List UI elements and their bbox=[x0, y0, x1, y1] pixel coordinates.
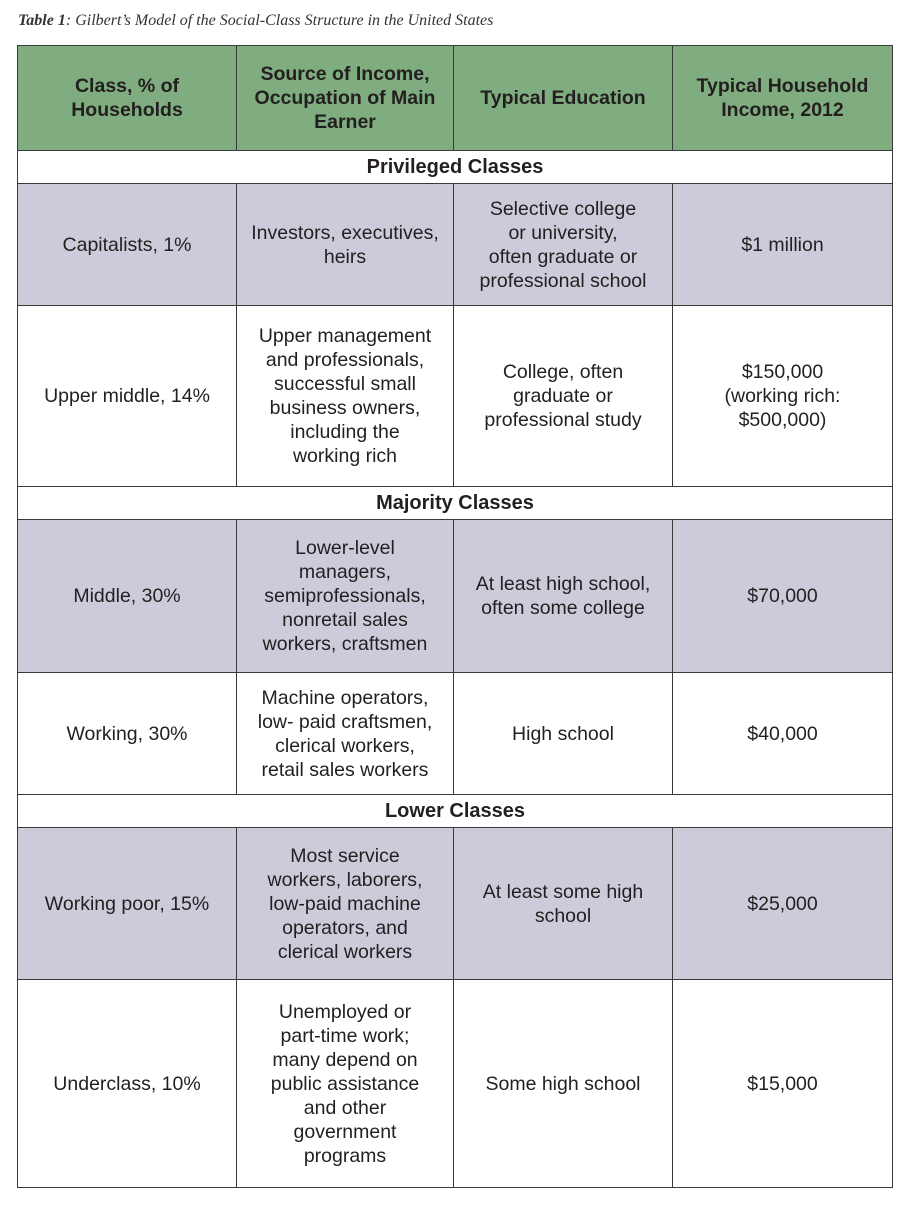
section-row-lower bbox=[18, 795, 893, 828]
table-row bbox=[18, 520, 893, 673]
cell-education: At least high school, often some college bbox=[454, 520, 673, 673]
header-education: Typical Education bbox=[454, 46, 673, 151]
cell-source: Upper management and professionals, successful small business owners, including the working rich bbox=[237, 306, 454, 487]
cell-education: At least some high school bbox=[454, 828, 673, 980]
section-title: Privileged Classes bbox=[18, 151, 893, 184]
caption-label: Table 1 bbox=[18, 12, 66, 29]
table-caption bbox=[18, 12, 493, 30]
caption-text: : Gilbert’s Model of the Social-Class Structure in the United States bbox=[65, 12, 494, 29]
header-class: Class, % of Households bbox=[18, 46, 237, 151]
cell-class: Capitalists, 1% bbox=[18, 184, 237, 306]
table-row bbox=[18, 673, 893, 795]
section-row-privileged bbox=[18, 151, 893, 184]
table-row bbox=[18, 980, 893, 1188]
cell-income: $70,000 bbox=[673, 520, 893, 673]
cell-source: Unemployed or part-time work; many depend on public assistance and other government programs bbox=[237, 980, 454, 1188]
header-source: Source of Income, Occupation of Main Earner bbox=[237, 46, 454, 151]
cell-source: Lower-level managers, semiprofessionals, nonretail sales workers, craftsmen bbox=[237, 520, 454, 673]
cell-education: High school bbox=[454, 673, 673, 795]
cell-education: College, often graduate or professional study bbox=[454, 306, 673, 487]
cell-class: Working poor, 15% bbox=[18, 828, 237, 980]
cell-education: Selective college or university, often graduate or professional school bbox=[454, 184, 673, 306]
cell-income: $150,000 (working rich: $500,000) bbox=[673, 306, 893, 487]
cell-class: Middle, 30% bbox=[18, 520, 237, 673]
table-row bbox=[18, 828, 893, 980]
section-title: Majority Classes bbox=[18, 487, 893, 520]
table-row bbox=[18, 184, 893, 306]
section-title: Lower Classes bbox=[18, 795, 893, 828]
header-income: Typical Household Income, 2012 bbox=[673, 46, 893, 151]
cell-source: Most service workers, laborers, low-paid machine operators, and clerical workers bbox=[237, 828, 454, 980]
cell-class: Upper middle, 14% bbox=[18, 306, 237, 487]
social-class-table bbox=[17, 45, 893, 1188]
table-row bbox=[18, 306, 893, 487]
cell-income: $1 million bbox=[673, 184, 893, 306]
cell-income: $15,000 bbox=[673, 980, 893, 1188]
cell-income: $40,000 bbox=[673, 673, 893, 795]
cell-class: Working, 30% bbox=[18, 673, 237, 795]
section-row-majority bbox=[18, 487, 893, 520]
header-row bbox=[18, 46, 893, 151]
cell-education: Some high school bbox=[454, 980, 673, 1188]
cell-class: Underclass, 10% bbox=[18, 980, 237, 1188]
cell-source: Investors, executives, heirs bbox=[237, 184, 454, 306]
cell-source: Machine operators, low- paid craftsmen, clerical workers, retail sales workers bbox=[237, 673, 454, 795]
cell-income: $25,000 bbox=[673, 828, 893, 980]
